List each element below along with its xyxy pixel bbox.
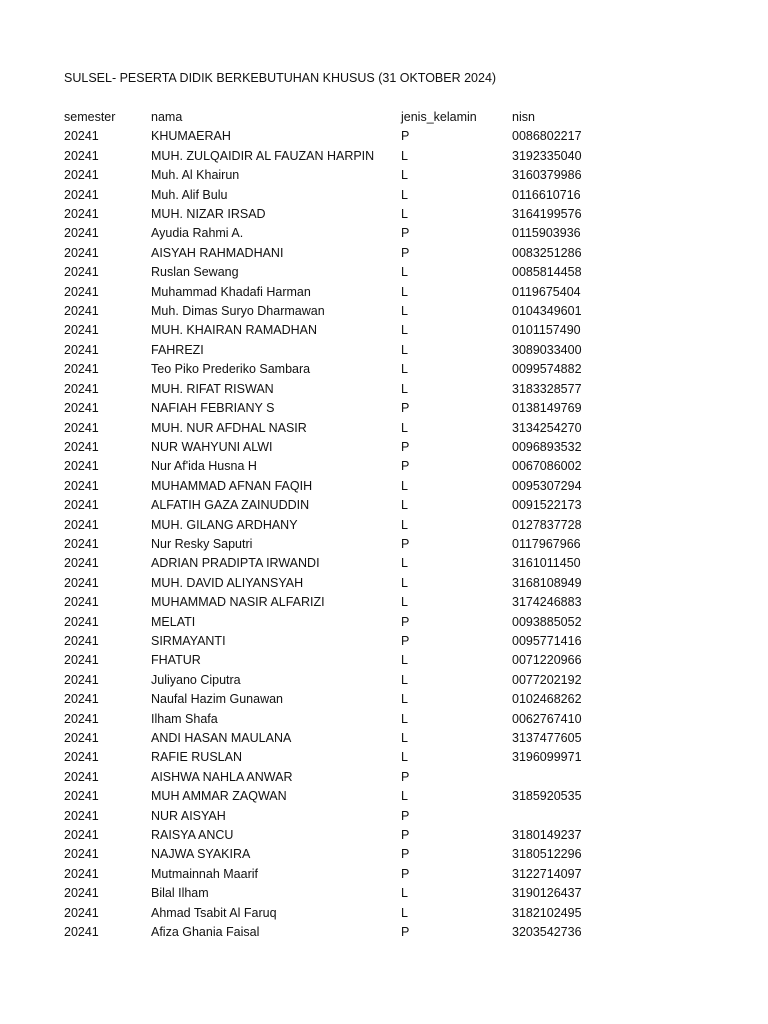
- cell-nama: Juliyano Ciputra: [151, 672, 241, 687]
- cell-jenis-kelamin: L: [401, 362, 408, 377]
- table-row: [64, 457, 602, 476]
- table-header: [64, 108, 602, 127]
- table-row: [64, 845, 602, 864]
- cell-semester: 20241: [64, 323, 99, 338]
- cell-nisn: [512, 768, 602, 787]
- cell-nama: RAFIE RUSLAN: [151, 750, 242, 765]
- header-nama: nama: [151, 110, 183, 124]
- table-row: [64, 787, 602, 806]
- cell-jenis-kelamin: L: [401, 750, 408, 765]
- cell-jenis-kelamin: P: [401, 808, 410, 823]
- table-row: [64, 865, 602, 884]
- table-row: [64, 341, 602, 360]
- cell-jenis-kelamin: L: [401, 517, 408, 532]
- cell-nisn: 3190126437: [512, 886, 582, 901]
- cell-semester: 20241: [64, 789, 99, 804]
- cell-nisn: 0119675404: [512, 284, 581, 299]
- cell-semester: 20241: [64, 226, 99, 241]
- cell-nama: RAISYA ANCU: [151, 828, 234, 843]
- cell-nisn: 0093885052: [512, 614, 582, 629]
- cell-semester: 20241: [64, 731, 99, 745]
- cell-nisn: 0104349601: [512, 304, 582, 319]
- cell-semester: 20241: [64, 342, 99, 357]
- cell-nama: ALFATIH GAZA ZAINUDDIN: [151, 498, 310, 513]
- cell-nama: Naufal Hazim Gunawan: [151, 692, 284, 707]
- cell-jenis-kelamin: L: [401, 672, 408, 687]
- cell-jenis-kelamin: P: [401, 245, 410, 260]
- cell-nisn: 3168108949: [512, 575, 582, 590]
- cell-semester: 20241: [64, 362, 99, 377]
- cell-semester: 20241: [64, 265, 99, 280]
- header-jenis-kelamin: jenis_kelamin: [401, 110, 477, 124]
- table-row: [64, 477, 602, 496]
- cell-jenis-kelamin: L: [401, 342, 408, 357]
- cell-nama: NUR AISYAH: [151, 808, 226, 823]
- cell-semester: 20241: [64, 245, 99, 260]
- cell-semester: 20241: [64, 614, 99, 629]
- cell-jenis-kelamin: L: [401, 284, 408, 299]
- cell-semester: 20241: [64, 304, 99, 319]
- document-title: SULSEL- PESERTA DIDIK BERKEBUTUHAN KHUSUS (31 OKTOBER 2024): [64, 71, 497, 85]
- table-row: [64, 516, 602, 535]
- cell-nisn: 0067086002: [512, 459, 582, 474]
- cell-nama: Ruslan Sewang: [151, 265, 239, 280]
- cell-nama: MUHAMMAD NASIR ALFARIZI: [151, 595, 325, 610]
- cell-nama: Teo Piko Prederiko Sambara: [151, 362, 311, 377]
- cell-nisn: [512, 807, 602, 826]
- cell-nisn: 0115903936: [512, 226, 581, 241]
- cell-nisn: 3122714097: [512, 866, 582, 881]
- cell-nisn: 3164199576: [512, 207, 582, 222]
- table-row: [64, 884, 602, 903]
- cell-semester: 20241: [64, 187, 99, 202]
- cell-nisn: 3183328577: [512, 381, 582, 396]
- cell-nisn: 3161011450: [512, 556, 581, 571]
- cell-semester: 20241: [64, 148, 99, 163]
- cell-semester: 20241: [64, 847, 99, 862]
- table-row: [64, 554, 602, 573]
- cell-nisn: 0096893532: [512, 439, 582, 454]
- cell-semester: 20241: [64, 653, 99, 668]
- cell-jenis-kelamin: P: [401, 866, 410, 881]
- table-row: [64, 651, 602, 670]
- cell-semester: 20241: [64, 808, 99, 823]
- cell-jenis-kelamin: L: [401, 148, 408, 163]
- cell-semester: 20241: [64, 672, 99, 687]
- cell-jenis-kelamin: L: [401, 498, 408, 513]
- cell-jenis-kelamin: P: [401, 536, 410, 551]
- table-row: [64, 166, 602, 185]
- cell-jenis-kelamin: P: [401, 129, 410, 144]
- cell-jenis-kelamin: L: [401, 653, 408, 668]
- cell-nama: AISHWA NAHLA ANWAR: [151, 769, 293, 784]
- table-row: [64, 399, 602, 418]
- table-row: [64, 302, 602, 321]
- cell-nama: Nur Af'ida Husna H: [151, 459, 257, 474]
- cell-nisn: 0095307294: [512, 478, 582, 493]
- cell-semester: 20241: [64, 207, 99, 222]
- cell-nama: Nur Resky Saputri: [151, 536, 253, 551]
- cell-nisn: 0138149769: [512, 401, 582, 416]
- table-row: [64, 244, 602, 263]
- table-row: [64, 380, 602, 399]
- cell-nama: Bilal Ilham: [151, 886, 209, 901]
- cell-nama: Muh. Alif Bulu: [151, 187, 228, 202]
- cell-nisn: 0127837728: [512, 517, 582, 532]
- cell-semester: 20241: [64, 905, 99, 920]
- student-table: [64, 108, 602, 942]
- cell-semester: 20241: [64, 129, 99, 144]
- cell-nama: MUH. GILANG ARDHANY: [151, 517, 298, 532]
- cell-semester: 20241: [64, 633, 99, 648]
- cell-semester: 20241: [64, 692, 99, 707]
- cell-jenis-kelamin: L: [401, 556, 408, 571]
- cell-semester: 20241: [64, 401, 99, 416]
- cell-nama: FHATUR: [151, 653, 201, 668]
- cell-semester: 20241: [64, 828, 99, 843]
- cell-nama: AISYAH RAHMADHANI: [151, 245, 284, 260]
- table-row: [64, 690, 602, 709]
- table-row: [64, 923, 602, 942]
- cell-jenis-kelamin: L: [401, 187, 408, 202]
- cell-jenis-kelamin: L: [401, 595, 408, 610]
- cell-semester: 20241: [64, 459, 99, 474]
- cell-nisn: 0095771416: [512, 633, 582, 648]
- cell-nama: Mutmainnah Maarif: [151, 866, 258, 881]
- cell-semester: 20241: [64, 284, 99, 299]
- cell-semester: 20241: [64, 711, 99, 726]
- cell-semester: 20241: [64, 556, 99, 571]
- cell-nama: MELATI: [151, 614, 196, 629]
- cell-nisn: 3185920535: [512, 789, 582, 804]
- cell-jenis-kelamin: L: [401, 381, 408, 396]
- cell-jenis-kelamin: L: [401, 478, 408, 493]
- cell-nisn: 3203542736: [512, 925, 582, 940]
- cell-semester: 20241: [64, 478, 99, 493]
- table-row: [64, 205, 602, 224]
- cell-nama: MUH. NIZAR IRSAD: [151, 207, 266, 222]
- cell-nisn: 0077202192: [512, 672, 582, 687]
- cell-semester: 20241: [64, 168, 99, 183]
- table-row: [64, 283, 602, 302]
- cell-nama: KHUMAERAH: [151, 129, 231, 144]
- table-row: [64, 768, 602, 787]
- cell-jenis-kelamin: L: [401, 575, 408, 590]
- table-row: [64, 186, 602, 205]
- table-row: [64, 710, 602, 729]
- cell-nisn: 3160379986: [512, 168, 582, 183]
- cell-nama: MUH. KHAIRAN RAMADHAN: [151, 323, 317, 338]
- cell-nisn: 0086802217: [512, 129, 582, 144]
- table-row: [64, 807, 602, 826]
- cell-semester: 20241: [64, 925, 99, 940]
- table-row: [64, 729, 602, 748]
- table-row: [64, 438, 602, 457]
- cell-jenis-kelamin: L: [401, 207, 408, 222]
- table-row: [64, 748, 602, 767]
- cell-nisn: 3137477605: [512, 731, 582, 745]
- cell-nama: FAHREZI: [151, 342, 204, 357]
- table-row: [64, 904, 602, 923]
- header-semester: semester: [64, 110, 116, 124]
- cell-nisn: 3180512296: [512, 847, 582, 862]
- cell-semester: 20241: [64, 866, 99, 881]
- cell-nama: MUH AMMAR ZAQWAN: [151, 789, 287, 804]
- cell-nama: MUH. RIFAT RISWAN: [151, 381, 274, 396]
- table-row: [64, 574, 602, 593]
- cell-nisn: 0102468262: [512, 692, 582, 707]
- cell-semester: 20241: [64, 517, 99, 532]
- cell-nisn: 0117967966: [512, 536, 581, 551]
- table-row: [64, 224, 602, 243]
- cell-semester: 20241: [64, 536, 99, 551]
- cell-jenis-kelamin: L: [401, 304, 408, 319]
- cell-nisn: 0099574882: [512, 362, 582, 377]
- cell-nisn: 3134254270: [512, 420, 582, 435]
- cell-nama: ADRIAN PRADIPTA IRWANDI: [151, 556, 320, 571]
- cell-jenis-kelamin: P: [401, 614, 410, 629]
- cell-jenis-kelamin: P: [401, 769, 410, 784]
- cell-nama: NAFIAH FEBRIANY S: [151, 401, 275, 416]
- cell-semester: 20241: [64, 595, 99, 610]
- table-row: [64, 419, 602, 438]
- table-row: [64, 321, 602, 340]
- cell-nama: Ahmad Tsabit Al Faruq: [151, 905, 277, 920]
- cell-jenis-kelamin: L: [401, 905, 408, 920]
- table-row: [64, 613, 602, 632]
- cell-jenis-kelamin: P: [401, 401, 410, 416]
- cell-jenis-kelamin: L: [401, 265, 408, 280]
- cell-nisn: 3180149237: [512, 828, 582, 843]
- cell-nama: Ayudia Rahmi A.: [151, 226, 244, 241]
- cell-semester: 20241: [64, 750, 99, 765]
- cell-nama: MUH. DAVID ALIYANSYAH: [151, 575, 304, 590]
- cell-nisn: 3196099971: [512, 750, 582, 765]
- cell-jenis-kelamin: L: [401, 420, 408, 435]
- cell-jenis-kelamin: P: [401, 439, 410, 454]
- cell-jenis-kelamin: P: [401, 633, 410, 648]
- cell-nama: ANDI HASAN MAULANA: [151, 731, 292, 745]
- cell-jenis-kelamin: P: [401, 226, 410, 241]
- cell-semester: 20241: [64, 575, 99, 590]
- table-row: [64, 632, 602, 651]
- cell-nisn: 0083251286: [512, 245, 582, 260]
- cell-nama: MUHAMMAD AFNAN FAQIH: [151, 478, 313, 493]
- table-body: [64, 127, 602, 942]
- cell-nama: Muhammad Khadafi Harman: [151, 284, 311, 299]
- cell-jenis-kelamin: L: [401, 692, 408, 707]
- table-row: [64, 263, 602, 282]
- cell-nama: NUR WAHYUNI ALWI: [151, 439, 273, 454]
- cell-semester: 20241: [64, 498, 99, 513]
- table-row: [64, 535, 602, 554]
- cell-nisn: 0091522173: [512, 498, 582, 513]
- cell-nama: SIRMAYANTI: [151, 633, 226, 648]
- cell-nama: Afiza Ghania Faisal: [151, 925, 260, 940]
- cell-semester: 20241: [64, 381, 99, 396]
- table-row: [64, 496, 602, 515]
- cell-nisn: 0116610716: [512, 187, 581, 202]
- cell-nisn: 3182102495: [512, 905, 582, 920]
- cell-nama: Muh. Al Khairun: [151, 168, 240, 183]
- cell-nama: Muh. Dimas Suryo Dharmawan: [151, 304, 325, 319]
- cell-jenis-kelamin: P: [401, 847, 410, 862]
- cell-nama: MUH. NUR AFDHAL NASIR: [151, 420, 307, 435]
- cell-semester: 20241: [64, 439, 99, 454]
- cell-nisn: 3174246883: [512, 595, 582, 610]
- table-row: [64, 360, 602, 379]
- cell-nisn: 0071220966: [512, 653, 582, 668]
- table-row: [64, 127, 602, 146]
- cell-semester: 20241: [64, 420, 99, 435]
- cell-nama: MUH. ZULQAIDIR AL FAUZAN HARPIN: [151, 148, 375, 163]
- cell-jenis-kelamin: P: [401, 925, 410, 940]
- cell-nisn: 3192335040: [512, 148, 582, 163]
- table-row: [64, 671, 602, 690]
- table-row: [64, 593, 602, 612]
- header-row: [64, 108, 602, 127]
- cell-jenis-kelamin: L: [401, 731, 408, 745]
- cell-nama: Ilham Shafa: [151, 711, 218, 726]
- cell-jenis-kelamin: L: [401, 168, 408, 183]
- cell-nisn: 3089033400: [512, 342, 582, 357]
- table-row: [64, 826, 602, 845]
- cell-semester: 20241: [64, 886, 99, 901]
- cell-jenis-kelamin: L: [401, 886, 408, 901]
- cell-jenis-kelamin: L: [401, 323, 408, 338]
- cell-semester: 20241: [64, 769, 99, 784]
- cell-jenis-kelamin: L: [401, 711, 408, 726]
- table-row: [64, 147, 602, 166]
- cell-jenis-kelamin: P: [401, 459, 410, 474]
- cell-nisn: 0085814458: [512, 265, 582, 280]
- cell-nisn: 0062767410: [512, 711, 582, 726]
- cell-jenis-kelamin: L: [401, 789, 408, 804]
- cell-jenis-kelamin: P: [401, 828, 410, 843]
- header-nisn: nisn: [512, 110, 535, 124]
- cell-nisn: 0101157490: [512, 323, 581, 338]
- cell-nama: NAJWA SYAKIRA: [151, 847, 251, 862]
